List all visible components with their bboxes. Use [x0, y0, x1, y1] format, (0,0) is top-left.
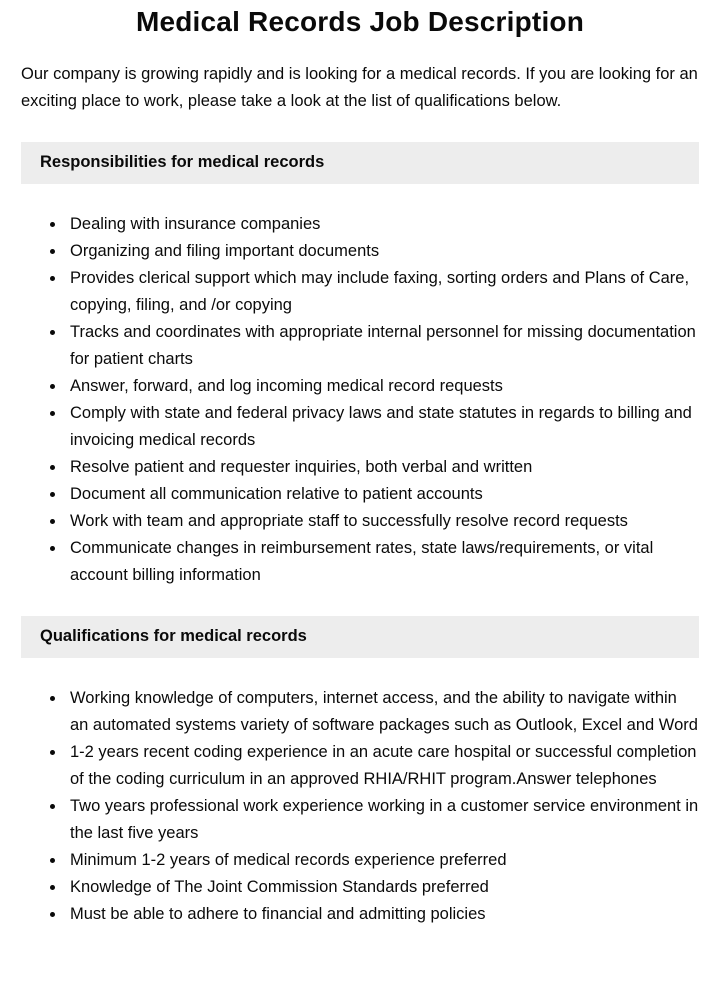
list-item: • Answer, forward, and log incoming medical record requests: [66, 373, 699, 400]
list-item: • Organizing and filing important documents: [66, 238, 699, 265]
responsibilities-section-header: [21, 142, 699, 184]
list-item: • Knowledge of The Joint Commission Standards preferred: [66, 874, 699, 901]
list-item: • Minimum 1-2 years of medical records experience preferred: [66, 847, 699, 874]
list-item: • Document all communication relative to patient accounts: [66, 481, 699, 508]
list-item: • Working knowledge of computers, internet access, and the ability to navigate within an automated systems variety of software packages such as Outlook, Excel and Word: [66, 685, 699, 739]
list-item: • Comply with state and federal privacy laws and state statutes in regards to billing and invoicing medical records: [66, 400, 699, 454]
responsibilities-list: [21, 211, 699, 589]
list-item: • 1-2 years recent coding experience in an acute care hospital or successful completion of the coding curriculum in an approved RHIA/RHIT program.Answer telephones: [66, 739, 699, 793]
list-item: • Must be able to adhere to financial and admitting policies: [66, 901, 699, 928]
qualifications-list: [21, 685, 699, 928]
list-item: • Work with team and appropriate staff to successfully resolve record requests: [66, 508, 699, 535]
list-item: • Two years professional work experience working in a customer service environment in the last five years: [66, 793, 699, 847]
list-item: • Dealing with insurance companies: [66, 211, 699, 238]
qualifications-heading-label: Qualifications for medical records: [40, 627, 307, 645]
page-title: Medical Records Job Description: [135, 6, 585, 37]
list-item: • Tracks and coordinates with appropriate internal personnel for missing documentation for patient charts: [66, 319, 699, 373]
intro-paragraph: Our company is growing rapidly and is looking for a medical records. If you are looking for an exciting place to work, please take a look at the list of qualifications below.: [21, 65, 698, 110]
list-item: • Resolve patient and requester inquiries, both verbal and written: [66, 454, 699, 481]
list-item: • Provides clerical support which may include faxing, sorting orders and Plans of Care, copying, filing, and /or copying: [66, 265, 699, 319]
qualifications-section-header: [21, 616, 699, 658]
list-item: • Communicate changes in reimbursement rates, state laws/requirements, or vital account billing information: [66, 535, 699, 589]
responsibilities-heading-label: Responsibilities for medical records: [40, 153, 325, 171]
